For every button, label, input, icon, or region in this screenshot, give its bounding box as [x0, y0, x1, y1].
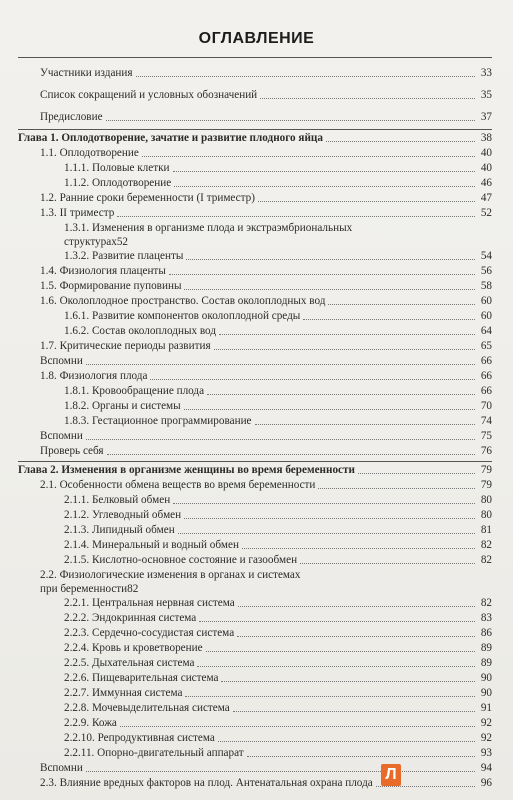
- toc-entry: [18, 354, 492, 369]
- toc-entry: [18, 384, 492, 399]
- toc-page-number: 80: [480, 494, 492, 506]
- toc-page-number: 89: [480, 642, 492, 654]
- toc-page-number: 83: [480, 612, 492, 624]
- leader-dots: [142, 156, 475, 157]
- toc-entry: [18, 626, 492, 641]
- leader-dots: [303, 319, 475, 320]
- leader-dots: [247, 756, 475, 757]
- toc-entry: [18, 746, 492, 761]
- leader-dots: [106, 120, 475, 121]
- leader-dots: [207, 394, 475, 395]
- chapter-entries: [18, 146, 492, 459]
- toc-entry-text: Вспомни: [40, 762, 83, 774]
- toc-entry: [18, 279, 492, 294]
- publisher-logo: Л: [381, 764, 401, 786]
- toc-entry: [18, 399, 492, 414]
- leader-dots: [136, 76, 475, 77]
- toc-entry: [18, 716, 492, 731]
- toc-entry: [18, 731, 492, 746]
- toc-entry-text: 2.1.3. Липидный обмен: [64, 524, 175, 536]
- leader-dots: [86, 771, 475, 772]
- toc-entry: [18, 264, 492, 279]
- toc-page-number: 89: [480, 657, 492, 669]
- toc-page-number: 91: [480, 702, 492, 714]
- toc-entry-text: при беременности: [40, 583, 128, 595]
- toc-entry-text: 2.1. Особенности обмена веществ во время беременности: [40, 479, 316, 491]
- toc-entry: [18, 776, 492, 791]
- toc-entry: [18, 538, 492, 553]
- toc-page-number: 96: [480, 777, 492, 789]
- toc-entry: [18, 369, 492, 384]
- toc-entry-text: 2.2.8. Мочевыделительная система: [64, 702, 230, 714]
- toc-page-number: 66: [480, 385, 492, 397]
- toc-entry-text: Участники издания: [40, 67, 133, 79]
- toc-entry: [18, 701, 492, 716]
- toc-entry: [18, 249, 492, 264]
- toc-entry-text: Вспомни: [40, 355, 83, 367]
- toc-page-number: 74: [480, 415, 492, 427]
- toc-page-number: 65: [480, 340, 492, 352]
- leader-dots: [173, 503, 475, 504]
- toc-entry-text: 2.1.4. Минеральный и водный обмен: [64, 539, 239, 551]
- toc-entry-text: 1.3. II триместр: [40, 207, 115, 219]
- toc-entry: [18, 339, 492, 354]
- toc-page-number: 37: [480, 111, 492, 123]
- toc-entry-text: 2.2.2. Эндокринная система: [64, 612, 197, 624]
- chapter-heading: [18, 131, 492, 146]
- leader-dots: [185, 696, 475, 697]
- toc-entry-text: 2.2.3. Сердечно-сосудистая система: [64, 627, 235, 639]
- toc-page-number: 92: [480, 732, 492, 744]
- toc-page-number: 35: [480, 89, 492, 101]
- leader-dots: [150, 379, 475, 380]
- toc-entry-text: 1.3.1. Изменения в организме плода и экстраэмбриональных: [64, 222, 353, 234]
- toc-page-number: 64: [480, 325, 492, 337]
- toc-entry-text: 2.2.9. Кожа: [64, 717, 117, 729]
- toc-page-number: 86: [480, 627, 492, 639]
- toc-entry: [18, 671, 492, 686]
- toc-entry: [18, 656, 492, 671]
- toc-page-number: 54: [480, 250, 492, 262]
- toc-entry-continuation: [64, 235, 492, 249]
- toc-entry: [18, 686, 492, 701]
- toc-page-number: 79: [480, 464, 492, 476]
- leader-dots: [214, 349, 475, 350]
- toc-entry-text: Проверь себя: [40, 445, 104, 457]
- leader-dots: [258, 201, 475, 202]
- toc-page-number: 66: [480, 370, 492, 382]
- table-of-contents: [18, 55, 492, 791]
- toc-entry-text: 1.1.1. Половые клетки: [64, 162, 170, 174]
- toc-entry-text: 1.8. Физиология плода: [40, 370, 148, 382]
- toc-entry: [18, 429, 492, 444]
- toc-entry-text: 2.2.1. Центральная нервная система: [64, 597, 235, 609]
- toc-entry-text: 2.2.11. Опорно-двигательный аппарат: [64, 747, 244, 759]
- toc-entry-text: 1.3.2. Развитие плаценты: [64, 250, 184, 262]
- toc-entry: [18, 176, 492, 191]
- toc-entry-text: 1.2. Ранние сроки беременности (I триместр): [40, 192, 255, 204]
- toc-page-number: 90: [480, 687, 492, 699]
- toc-entry: [18, 596, 492, 611]
- toc-entry: [18, 553, 492, 568]
- toc-entry: [18, 523, 492, 538]
- toc-entry-text: 2.2. Физиологические изменения в органах и системах: [40, 569, 301, 581]
- toc-entry-text: 1.1.2. Оплодотворение: [64, 177, 172, 189]
- leader-dots: [184, 409, 475, 410]
- leader-dots: [86, 364, 475, 365]
- toc-entry: [18, 309, 492, 324]
- toc-entry-continuation: [40, 582, 492, 596]
- leader-dots: [233, 711, 475, 712]
- toc-page-number: 33: [480, 67, 492, 79]
- leader-dots: [328, 304, 475, 305]
- section-divider: [18, 57, 492, 58]
- toc-entry-text: 1.4. Физиология плаценты: [40, 265, 166, 277]
- toc-entry: [18, 414, 492, 429]
- toc-page-number: 82: [480, 597, 492, 609]
- toc-entry: [18, 294, 492, 309]
- leader-dots: [219, 334, 475, 335]
- leader-dots: [260, 98, 475, 99]
- leader-dots: [117, 216, 475, 217]
- page-title: ОГЛАВЛЕНИЕ: [198, 30, 315, 47]
- toc-page-number: 60: [480, 295, 492, 307]
- toc-page-number: 52: [116, 236, 128, 248]
- leader-dots: [86, 439, 475, 440]
- toc-page-number: 90: [480, 672, 492, 684]
- toc-page-number: 82: [127, 583, 139, 595]
- toc-entry-text: 2.1.1. Белковый обмен: [64, 494, 171, 506]
- toc-entry-text: Предисловие: [40, 111, 103, 123]
- toc-page-number: 38: [480, 132, 492, 144]
- toc-page-number: 66: [480, 355, 492, 367]
- toc-entry: [18, 508, 492, 523]
- toc-entry-text: 2.1.5. Кислотно-основное состояние и газообмен: [64, 554, 298, 566]
- leader-dots: [169, 274, 475, 275]
- toc-entry: [18, 761, 492, 776]
- toc-entry: [18, 444, 492, 459]
- toc-entry-text: 2.3. Влияние вредных факторов на плод. Антенатальная охрана плода: [40, 777, 373, 789]
- toc-entry-text: 2.2.5. Дыхательная система: [64, 657, 195, 669]
- toc-entry-text: Глава 2. Изменения в организме женщины во время беременности: [18, 464, 355, 476]
- toc-page-number: 94: [480, 762, 492, 774]
- leader-dots: [206, 651, 475, 652]
- leader-dots: [255, 424, 475, 425]
- toc-page-number: 79: [480, 479, 492, 491]
- toc-entry-text: 1.7. Критические периоды развития: [40, 340, 211, 352]
- toc-entry-text: 2.2.4. Кровь и кроветворение: [64, 642, 203, 654]
- toc-entry-participants: [18, 59, 492, 81]
- toc-page-number: 40: [480, 147, 492, 159]
- toc-entry: [18, 611, 492, 626]
- toc-entry-text: 2.2.7. Иммунная система: [64, 687, 183, 699]
- leader-dots: [376, 786, 475, 787]
- toc-entry-text: структурах: [64, 236, 117, 248]
- toc-entry-text: Список сокращений и условных обозначений: [40, 89, 258, 101]
- toc-page-number: 47: [480, 192, 492, 204]
- toc-page-number: 56: [480, 265, 492, 277]
- toc-entry-preface: [18, 103, 492, 125]
- toc-entry: [18, 191, 492, 206]
- toc-page-number: 93: [480, 747, 492, 759]
- toc-entry-text: 2.2.6. Пищеварительная система: [64, 672, 219, 684]
- toc-entry-text: 1.8.3. Гестационное программирование: [64, 415, 252, 427]
- leader-dots: [221, 681, 475, 682]
- toc-page-number: 70: [480, 400, 492, 412]
- toc-entry: [18, 493, 492, 508]
- leader-dots: [199, 621, 475, 622]
- leader-dots: [173, 171, 475, 172]
- leader-dots: [318, 488, 475, 489]
- toc-entry: [18, 324, 492, 339]
- toc-entry: [18, 146, 492, 161]
- leader-dots: [184, 289, 475, 290]
- toc-page-number: 40: [480, 162, 492, 174]
- toc-page-number: 58: [480, 280, 492, 292]
- toc-page-number: 46: [480, 177, 492, 189]
- toc-page-number: 81: [480, 524, 492, 536]
- toc-entry-text: 1.1. Оплодотворение: [40, 147, 139, 159]
- toc-entry-text: 1.5. Формирование пуповины: [40, 280, 182, 292]
- leader-dots: [358, 473, 475, 474]
- leader-dots: [326, 141, 475, 142]
- toc-page-number: 76: [480, 445, 492, 457]
- toc-page-number: 75: [480, 430, 492, 442]
- toc-entry: [18, 568, 492, 596]
- toc-entry-text: 2.2.10. Репродуктивная система: [64, 732, 215, 744]
- toc-entry-text: 1.6. Околоплодное пространство. Состав околоплодных вод: [40, 295, 326, 307]
- leader-dots: [197, 666, 475, 667]
- toc-entry-abbreviations: [18, 81, 492, 103]
- leader-dots: [120, 726, 475, 727]
- section-divider: [18, 461, 492, 462]
- toc-entry-text: Глава 1. Оплодотворение, зачатие и развитие плодного яйца: [18, 132, 323, 144]
- toc-entry: [18, 641, 492, 656]
- section-divider: [18, 129, 492, 130]
- leader-dots: [186, 259, 475, 260]
- leader-dots: [174, 186, 475, 187]
- chapter-heading: [18, 463, 492, 478]
- toc-entry-text: 1.6.1. Развитие компонентов околоплодной среды: [64, 310, 301, 322]
- toc-entry-text: 1.6.2. Состав околоплодных вод: [64, 325, 217, 337]
- toc-entry: [18, 161, 492, 176]
- leader-dots: [300, 563, 475, 564]
- leader-dots: [218, 741, 475, 742]
- toc-page-number: 60: [480, 310, 492, 322]
- toc-entry-text: 2.1.2. Углеводный обмен: [64, 509, 182, 521]
- toc-page-number: 52: [480, 207, 492, 219]
- leader-dots: [178, 533, 475, 534]
- toc-page-number: 82: [480, 554, 492, 566]
- toc-entry-text: Вспомни: [40, 430, 83, 442]
- toc-page-number: 80: [480, 509, 492, 521]
- chapter-entries: [18, 478, 492, 791]
- toc-page-number: 92: [480, 717, 492, 729]
- leader-dots: [107, 454, 475, 455]
- leader-dots: [184, 518, 475, 519]
- toc-entry: [18, 221, 492, 249]
- leader-dots: [237, 636, 475, 637]
- toc-entry-text: 1.8.1. Кровообращение плода: [64, 385, 205, 397]
- toc-page-number: 82: [480, 539, 492, 551]
- leader-dots: [242, 548, 475, 549]
- toc-entry: [18, 478, 492, 493]
- leader-dots: [238, 606, 475, 607]
- toc-entry-text: 1.8.2. Органы и системы: [64, 400, 181, 412]
- toc-entry: [18, 206, 492, 221]
